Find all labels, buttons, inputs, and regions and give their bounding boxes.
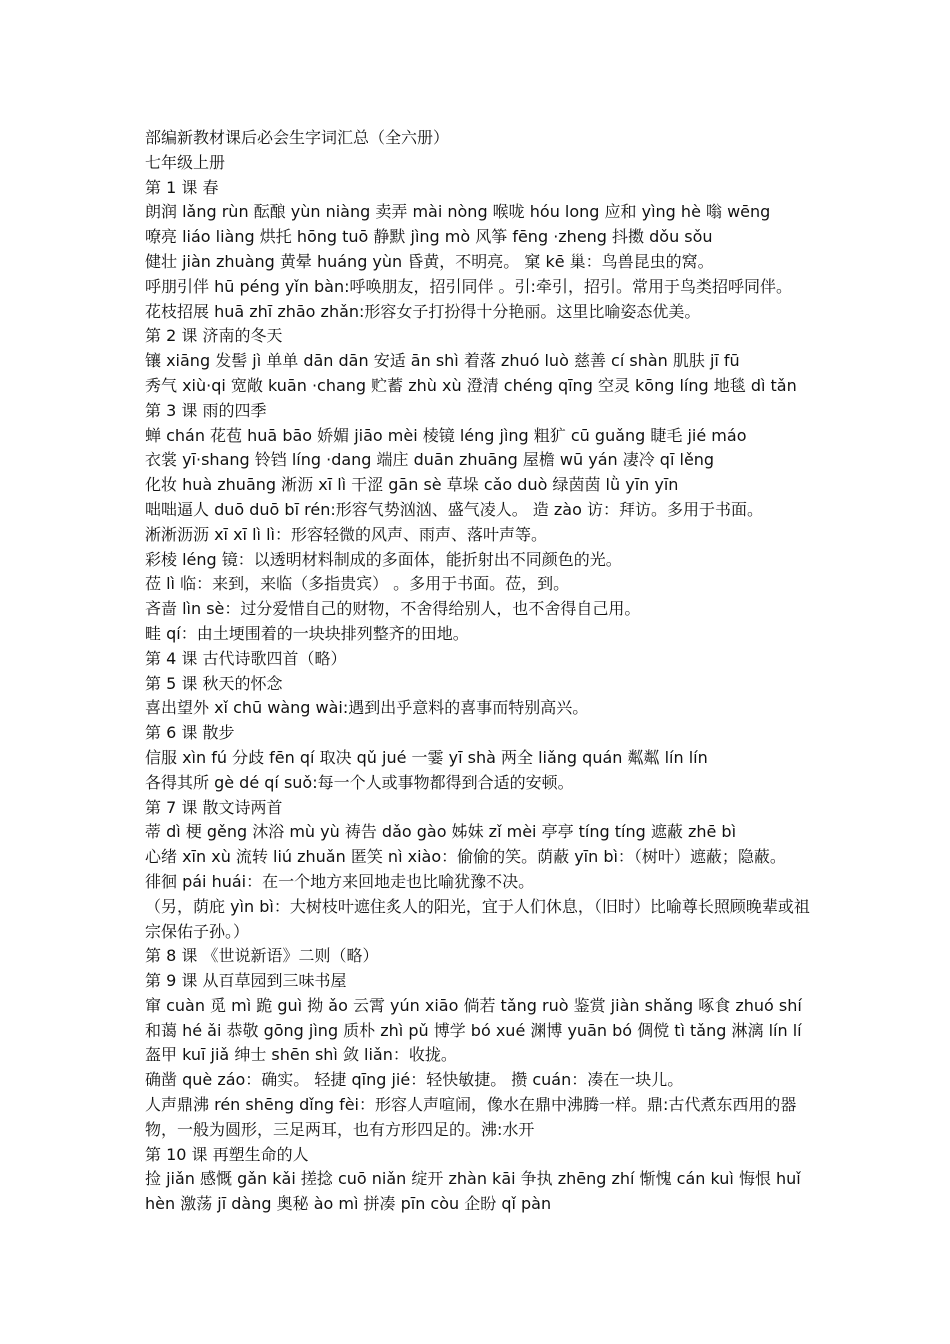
text-line: 心绪 xīn xù 流转 liú zhuǎn 匿笑 nì xiào：偷偷的笑。荫蔽 yīn bì：（树叶）遮蔽；隐蔽。 bbox=[145, 847, 786, 867]
text-line: 信服 xìn fú 分歧 fēn qí 取决 qǔ jué 一霎 yī shà 两全 liǎng quán 粼粼 lín lín bbox=[145, 747, 708, 767]
text-line: 畦 qí：由土埂围着的一块块排列整齐的田地。 bbox=[145, 623, 469, 643]
lesson-heading-7: 第 7 课 散文诗两首 bbox=[145, 797, 283, 817]
text-line: 捡 jiǎn 感慨 gǎn kǎi 搓捻 cuō niǎn 绽开 zhàn kāi 争执 zhēng zhí 惭愧 cán kuì 悔恨 huǐ hèn 激荡 jī dàng 奥秘 ào mì 拼凑 pīn còu 企盼 qǐ pàn bbox=[145, 1169, 801, 1214]
text-line: 蝉 chán 花苞 huā bāo 娇媚 jiāo mèi 棱镜 léng jìng 粗犷 cū guǎng 睫毛 jié máo bbox=[145, 425, 747, 445]
text-line: 各得其所 gè dé qí suǒ:每一个人或事物都得到合适的安顿。 bbox=[145, 772, 574, 792]
lesson-heading-5: 第 5 课 秋天的怀念 bbox=[145, 673, 283, 693]
text-line: 窜 cuàn 觅 mì 跪 guì 拗 ǎo 云霄 yún xiāo 倘若 tǎng ruò 鉴赏 jiàn shǎng 啄食 zhuó shí 和蔼 hé ǎi 恭敬 gōng jìng 质朴 zhì pǔ 博学 bó xué 渊博 yuān bó 倜傥 tì tǎng 淋漓 lín lí bbox=[145, 995, 802, 1040]
text-line: 嘹亮 liáo liàng 烘托 hōng tuō 静默 jìng mò 风筝 fēng ·zheng 抖擞 dǒu sǒu bbox=[145, 227, 713, 247]
text-line: 喜出望外 xǐ chū wàng wài:遇到出乎意料的喜事而特别高兴。 bbox=[145, 698, 589, 718]
lesson-heading-10: 第 10 课 再塑生命的人 bbox=[145, 1144, 309, 1164]
lesson-heading-1: 第 1 课 春 bbox=[145, 177, 219, 197]
lesson-heading-9: 第 9 课 从百草园到三味书屋 bbox=[145, 971, 347, 991]
text-line: 彩棱 léng 镜：以透明材料制成的多面体，能折射出不同颜色的光。 bbox=[145, 549, 622, 569]
text-line: 盔甲 kuī jiǎ 绅士 shēn shì 敛 liǎn：收拢。 bbox=[145, 1045, 457, 1065]
lesson-heading-2: 第 2 课 济南的冬天 bbox=[145, 326, 283, 346]
text-line: 秀气 xiù·qi 宽敞 kuān ·chang 贮蓄 zhù xù 澄清 chéng qīng 空灵 kōng líng 地毯 dì tǎn bbox=[145, 375, 797, 395]
lesson-heading-4: 第 4 课 古代诗歌四首（略） bbox=[145, 648, 347, 668]
text-line: 健壮 jiàn zhuàng 黄晕 huáng yùn 昏黄，不明亮。 窠 kē 巢：鸟兽昆虫的窝。 bbox=[145, 251, 714, 271]
text-line: 化妆 huà zhuāng 淅沥 xī lì 干涩 gān sè 草垛 cǎo duò 绿茵茵 lǜ yīn yīn bbox=[145, 475, 679, 495]
text-line: 蒂 dì 梗 gěng 沐浴 mù yù 祷告 dǎo gào 姊妹 zǐ mèi 亭亭 tíng tíng 遮蔽 zhē bì bbox=[145, 822, 737, 842]
text-line: 花枝招展 huā zhī zhāo zhǎn:形容女子打扮得十分艳丽。这里比喻姿态优美。 bbox=[145, 301, 701, 321]
document-page bbox=[145, 126, 810, 1217]
text-line: 徘徊 pái huái：在一个地方来回地走也比喻犹豫不决。 bbox=[145, 871, 535, 891]
text-line: 呼朋引伴 hū péng yǐn bàn:呼唤朋友，招引同伴 。引:牵引，招引。常用于鸟类招呼同伴。 bbox=[145, 276, 792, 296]
text-line: 人声鼎沸 rén shēng dǐng fèi：形容人声喧闹，像水在鼎中沸腾一样。鼎:古代煮东西用的器物，一般为圆形，三足两耳，也有方形四足的。沸:水开 bbox=[145, 1095, 797, 1139]
text-line: 吝啬 lìn sè：过分爱惜自己的财物，不舍得给别人，也不舍得自己用。 bbox=[145, 599, 641, 619]
text-line: （另，荫庇 yìn bì：大树枝叶遮住炙人的阳光，宜于人们休息，（旧时）比喻尊长照顾晚辈或祖宗保佑子孙。） bbox=[145, 896, 810, 941]
grade-heading: 七年级上册 bbox=[145, 152, 226, 172]
lesson-heading-6: 第 6 课 散步 bbox=[145, 723, 235, 743]
document-title: 部编新教材课后必会生字词汇总（全六册） bbox=[145, 128, 450, 147]
text-line: 镶 xiāng 发髻 jì 单单 dān dān 安适 ān shì 着落 zhuó luò 慈善 cí shàn 肌肤 jī fū bbox=[145, 351, 740, 371]
text-line: 衣裳 yī·shang 铃铛 líng ·dang 端庄 duān zhuāng 屋檐 wū yán 凄冷 qī lěng bbox=[145, 450, 715, 470]
text-line: 莅 lì 临：来到，来临（多指贵宾） 。多用于书面。莅，到。 bbox=[145, 574, 570, 594]
text-line: 确凿 què záo：确实。 轻捷 qīng jié：轻快敏捷。 攒 cuán：凑在一块儿。 bbox=[145, 1070, 684, 1090]
lesson-heading-3: 第 3 课 雨的四季 bbox=[145, 400, 267, 420]
lesson-heading-8: 第 8 课 《世说新语》二则（略） bbox=[145, 946, 379, 966]
text-line: 咄咄逼人 duō duō bī rén:形容气势汹汹、盛气凌人。 造 zào 访：拜访。多用于书面。 bbox=[145, 499, 763, 519]
text-line: 淅淅沥沥 xī xī lì lì：形容轻微的风声、雨声、落叶声等。 bbox=[145, 524, 547, 544]
text-line: 朗润 lǎng rùn 酝酿 yùn niàng 卖弄 mài nòng 喉咙 hóu long 应和 yìng hè 嗡 wēng bbox=[145, 202, 771, 222]
